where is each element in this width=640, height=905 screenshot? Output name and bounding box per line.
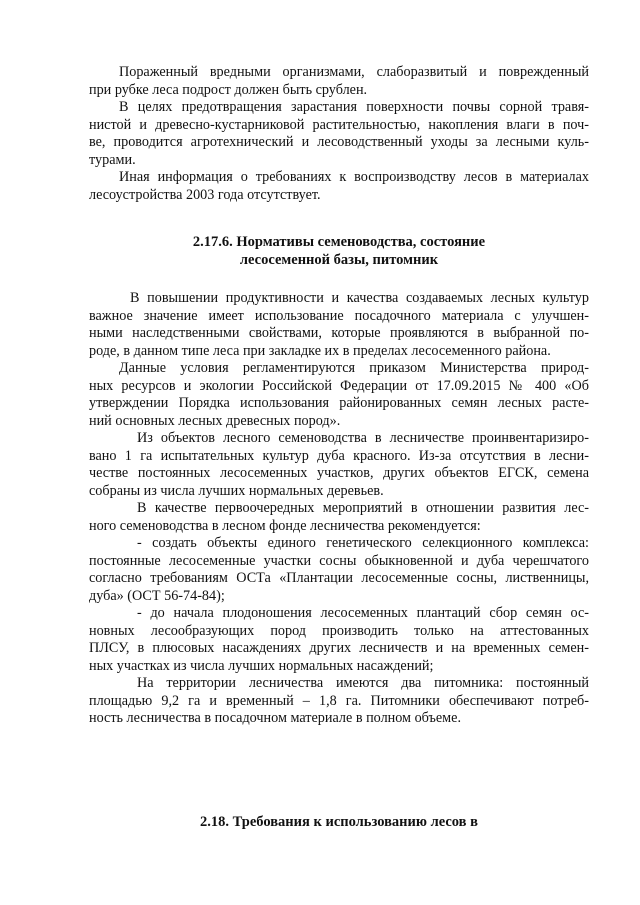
text-line: Данные условия регламентируются приказом Министерства природ- (119, 360, 589, 376)
text-line: ний основных лесных древесных пород». (89, 412, 341, 429)
text-line: турами. (89, 151, 136, 168)
text-line: На территории лесничества имеются два питомника: постоянный (137, 675, 589, 691)
text-line: - до начала плодоношения лесосеменных плантаций сбор семян ос- (137, 605, 589, 621)
text-line: важное значение имеет использование посадочного материала с улучшен- (89, 307, 589, 324)
text-line: В целях предотвращения зарастания поверхности почвы сорной травя- (119, 99, 589, 115)
text-line: постоянные лесосеменные участки сосны обыкновенной и дуба черешчатого (89, 552, 589, 569)
text-line: честве постоянных лесосеменных участков, других объектов ЕГСК, семена (89, 465, 589, 481)
intro-paragraph-1 (89, 64, 589, 99)
section-paragraph-2 (89, 360, 589, 430)
text-line: ность лесничества в посадочном материале в полном объеме. (89, 710, 461, 726)
intro-paragraph-3 (89, 169, 589, 204)
section-paragraph-7 (89, 675, 589, 728)
text-line: роде, в данном типе леса при закладке их в пределах лесосеменного района. (89, 342, 551, 359)
heading-line: лесосеменной базы, питомник (239, 251, 439, 268)
text-line: ПЛСУ, в плюсовых насаждениях других лесничеств и на временных семен- (89, 640, 589, 656)
text-line: - создать объекты единого генетического селекционного комплекса: (137, 535, 589, 551)
intro-paragraph-2 (89, 99, 589, 169)
text-line: собраны из числа лучших нормальных деревьев. (89, 482, 384, 499)
heading-line: 2.18. Требования к использованию лесов в (200, 814, 478, 830)
text-line: ного семеноводства в лесном фонде лесничества рекомендуется: (89, 517, 481, 534)
text-line: дуба» (ОСТ 56-74-84); (89, 587, 225, 604)
text-line: вано 1 га испытательных культур дуба красного. Из-за отсутствия в лесни- (89, 447, 589, 464)
heading-line: 2.17.6. Нормативы семеноводства, состояние (192, 234, 486, 250)
text-line: лесоустройства 2003 года отсутствует. (89, 186, 321, 203)
text-line: Пораженный вредными организмами, слаборазвитый и поврежденный (119, 64, 589, 80)
text-line: Из объектов лесного семеноводства в лесничестве проинвентаризиро- (137, 430, 589, 446)
text-line: Иная информация о требованиях к воспроизводству лесов в материалах (119, 169, 589, 185)
text-line: согласно требованиям ОСТа «Плантации лесосеменные сосны, лиственницы, (89, 570, 589, 586)
text-line: утверждении Порядка использования районированных семян лесных расте- (89, 395, 589, 411)
section-paragraph-4 (89, 500, 589, 535)
section-paragraph-3 (89, 430, 589, 500)
text-line: ных ресурсов и экологии Российской Федерации от 17.09.2015 № 400 «Об (89, 377, 589, 394)
text-line: новных лесообразующих пород производить только на аттестованных (89, 622, 589, 639)
section-paragraph-5 (89, 535, 589, 605)
text-line: В качестве первоочередных мероприятий в отношении развития лес- (137, 500, 589, 516)
section-paragraph-6 (89, 605, 589, 675)
section-paragraph-1 (89, 290, 589, 360)
text-line: ных участках из числа лучших нормальных насаждений; (89, 657, 434, 674)
text-line: ными наследственными свойствами, которые проявляются в выбранной по- (89, 325, 589, 341)
text-line: при рубке леса подрост должен быть срублен. (89, 81, 368, 98)
section-heading-2-17-6 (89, 234, 589, 269)
text-line: площадью 9,2 га и временный – 1,8 га. Питомники обеспечивают потреб- (89, 692, 589, 709)
text-line: ве, проводится агротехнический и лесоводственный уходы за лесными куль- (89, 134, 589, 150)
text-line: В повышении продуктивности и качества создаваемых лесных культур (130, 290, 589, 306)
section-heading-2-18 (89, 814, 589, 832)
text-line: нистой и древесно-кустарниковой растительностью, накопления влаги в поч- (89, 116, 589, 133)
